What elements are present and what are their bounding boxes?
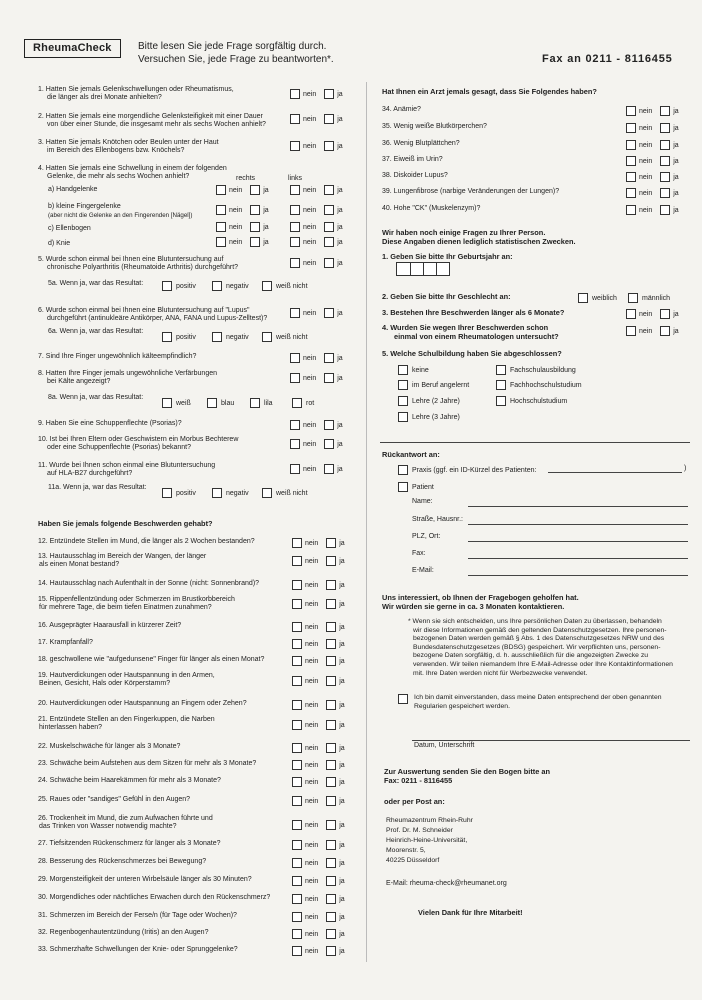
- q39-ja-checkbox[interactable]: [660, 188, 670, 198]
- q27-nein-checkbox[interactable]: [292, 840, 302, 850]
- q6-answers: nein ja: [290, 308, 343, 318]
- question-20: 20. Hautverdickungen oder Hautspannung an Fingern oder Zehen?: [38, 700, 247, 707]
- q9-nein-checkbox[interactable]: [290, 420, 300, 430]
- q4a-links-ja-checkbox[interactable]: [324, 185, 334, 195]
- question-28: 28. Besserung des Rückenschmerzes bei Bewegung?: [38, 858, 207, 865]
- q7-nein-checkbox[interactable]: [290, 353, 300, 363]
- question-27: 27. Tiefsitzenden Rückenschmerz für länger als 3 Monate?: [38, 840, 221, 847]
- question-13: 13. Hautausschlag im Bereich der Wangen, der länger als einen Monat bestand?: [38, 553, 207, 569]
- q6a-negativ-checkbox[interactable]: [212, 332, 222, 342]
- q13-ja-checkbox[interactable]: [326, 556, 336, 566]
- question-10: 10. Ist bei Ihren Eltern oder Geschwistern ein Morbus Bechterew oder eine Schuppenflechte (Psorias) bekannt?: [38, 436, 239, 452]
- q23-ja-checkbox[interactable]: [326, 760, 336, 770]
- q1-ja-checkbox[interactable]: [324, 89, 334, 99]
- q8a-lila: lila: [250, 398, 273, 408]
- question-32: 32. Regenbogenhautentzündung (Iritis) an den Augen?: [38, 929, 209, 936]
- question-5: 5. Wurde schon einmal bei Ihnen eine Blutuntersuchung auf chronische Polyarthritis (Rheumatoide Arthritis) durchgeführt?: [38, 256, 239, 272]
- edu-hochschule: Hochschulstudium: [496, 396, 567, 406]
- q4d-label: d) Knie: [48, 240, 71, 247]
- q11a-positiv-checkbox[interactable]: [162, 488, 172, 498]
- q18-ja-checkbox[interactable]: [326, 656, 336, 666]
- q4c-links: nein ja: [290, 222, 343, 232]
- q4c-rechts-nein-checkbox[interactable]: [216, 222, 226, 232]
- question-12: 12. Entzündete Stellen im Mund, die länger als 2 Wochen bestanden?: [38, 538, 255, 545]
- q4c-rechts-ja-checkbox[interactable]: [250, 222, 260, 232]
- birth-year-input[interactable]: [396, 262, 450, 276]
- personal-q5: 5. Welche Schulbildung haben Sie abgeschlossen?: [382, 349, 562, 358]
- q40-ja-checkbox[interactable]: [660, 205, 670, 215]
- q34-answers: nein ja: [626, 106, 679, 116]
- q37-nein-checkbox[interactable]: [626, 156, 636, 166]
- question-22: 22. Muskelschwäche für länger als 3 Monate?: [38, 743, 181, 750]
- city-field[interactable]: [468, 541, 688, 542]
- q17-nein-checkbox[interactable]: [292, 639, 302, 649]
- q30-ja-checkbox[interactable]: [326, 894, 336, 904]
- section-divider: [380, 442, 690, 443]
- reply-header: Rückantwort an:: [382, 450, 440, 459]
- question-9: 9. Haben Sie eine Schuppenflechte (Psorias)?: [38, 420, 182, 427]
- reply-practice: Praxis (ggf. ein ID-Kürzel des Patienten:: [398, 465, 537, 475]
- reply-patient-checkbox[interactable]: [398, 482, 408, 492]
- q6a-weiss-nicht: weiß nicht: [262, 332, 308, 342]
- q20-nein-checkbox[interactable]: [292, 700, 302, 710]
- q4b-rechts-ja-checkbox[interactable]: [250, 205, 260, 215]
- fax-field[interactable]: [468, 558, 688, 559]
- q36-ja-checkbox[interactable]: [660, 140, 670, 150]
- q4a-rechts-nein-checkbox[interactable]: [216, 185, 226, 195]
- send-to: Zur Auswertung senden Sie den Bogen bitte an Fax: 0211 - 8116455: [384, 767, 551, 785]
- q3-nein-checkbox[interactable]: [290, 141, 300, 151]
- links-label: links: [288, 175, 303, 182]
- rechts-label: rechts: [236, 175, 256, 182]
- complaints-header: Haben Sie jemals folgende Beschwerden gehabt?: [38, 519, 213, 528]
- q5a-negativ-checkbox[interactable]: [212, 281, 222, 291]
- q24-answers: nein ja: [292, 777, 345, 787]
- q10-answers: nein ja: [290, 439, 343, 449]
- q11-ja-checkbox[interactable]: [324, 464, 334, 474]
- q1-answers: nein ja: [290, 89, 343, 99]
- edu-keine-checkbox[interactable]: [398, 365, 408, 375]
- q29-answers: nein ja: [292, 876, 345, 886]
- q6a-negativ: negativ: [212, 332, 249, 342]
- q6a-label: 6a. Wenn ja, war das Resultat:: [48, 328, 144, 335]
- gender-male: männlich: [628, 293, 670, 303]
- question-7: 7. Sind Ihre Finger ungewöhnlich kälteempfindlich?: [38, 353, 197, 360]
- question-29: 29. Morgensteifigkeit der unteren Wirbelsäule länger als 30 Minuten?: [38, 876, 252, 883]
- question-2: 2. Hatten Sie jemals eine morgendliche Gelenksteifigkeit mit einer Dauer von über einer Stunde, die insgesamt mehr als sechs Wochen anhielt?: [38, 113, 266, 129]
- q15-nein-checkbox[interactable]: [292, 599, 302, 609]
- q8a-weiss-checkbox[interactable]: [162, 398, 172, 408]
- q33-answers: nein ja: [292, 946, 345, 956]
- personal-q3: 3. Bestehen Ihre Beschwerden länger als 6 Monate?: [382, 308, 565, 317]
- q8a-label: 8a. Wenn ja, war das Resultat:: [48, 394, 144, 401]
- rheumacheck-logo: RheumaCheck: [24, 39, 121, 58]
- q2-nein-checkbox[interactable]: [290, 114, 300, 124]
- q25-answers: nein ja: [292, 796, 345, 806]
- q8a-rot-checkbox[interactable]: [292, 398, 302, 408]
- q36-nein-checkbox[interactable]: [626, 140, 636, 150]
- q6-nein-checkbox[interactable]: [290, 308, 300, 318]
- q31-ja-checkbox[interactable]: [326, 912, 336, 922]
- q25-nein-checkbox[interactable]: [292, 796, 302, 806]
- q24-ja-checkbox[interactable]: [326, 777, 336, 787]
- personal-q1: 1. Geben Sie bitte Ihr Geburtsjahr an:: [382, 252, 513, 261]
- q33-nein-checkbox[interactable]: [292, 946, 302, 956]
- q35-nein-checkbox[interactable]: [626, 123, 636, 133]
- q30-answers: nein ja: [292, 894, 345, 904]
- q39-answers: nein ja: [626, 188, 679, 198]
- q30-nein-checkbox[interactable]: [292, 894, 302, 904]
- q4d-links: nein ja: [290, 237, 343, 247]
- q8a-lila-checkbox[interactable]: [250, 398, 260, 408]
- name-label: Name:: [412, 498, 433, 505]
- q6-ja-checkbox[interactable]: [324, 308, 334, 318]
- q11a-weiss-nicht: weiß nicht: [262, 488, 308, 498]
- post-label: oder per Post an:: [384, 797, 445, 806]
- q31-answers: nein ja: [292, 912, 345, 922]
- q8a-weiss: weiß: [162, 398, 191, 408]
- q4b-links: nein ja: [290, 205, 343, 215]
- q19-answers: nein ja: [292, 676, 345, 686]
- p4-answers: nein ja: [626, 326, 679, 336]
- q5a-weiss-nicht-checkbox[interactable]: [262, 281, 272, 291]
- edu-fachschule: Fachschulausbildung: [496, 365, 576, 375]
- q4c-links-nein-checkbox[interactable]: [290, 222, 300, 232]
- question-37: 37. Eiweiß im Urin?: [382, 156, 443, 163]
- edu-angelernt-checkbox[interactable]: [398, 380, 408, 390]
- doctor-header: Hat Ihnen ein Arzt jemals gesagt, dass Sie Folgendes haben?: [382, 87, 597, 96]
- q26-ja-checkbox[interactable]: [326, 820, 336, 830]
- question-21: 21. Entzündete Stellen an den Fingerkuppen, die Narben hinterlassen haben?: [38, 716, 215, 732]
- q22-nein-checkbox[interactable]: [292, 743, 302, 753]
- question-24: 24. Schwäche beim Haarekämmen für mehr als 3 Monate?: [38, 777, 221, 784]
- q17-answers: nein ja: [292, 639, 345, 649]
- column-divider: [366, 82, 367, 962]
- q21-answers: nein ja: [292, 720, 345, 730]
- q15-answers: nein ja: [292, 599, 345, 609]
- email-label: E-Mail:: [412, 567, 434, 574]
- edu-lehre-2: Lehre (2 Jahre): [398, 396, 460, 406]
- question-3: 3. Hatten Sie jemals Knötchen oder Beulen unter der Haut im Bereich des Ellenbogens bzw. Knöchels?: [38, 139, 219, 155]
- q13-answers: nein ja: [292, 556, 345, 566]
- q18-nein-checkbox[interactable]: [292, 656, 302, 666]
- q4b-rechts-nein-checkbox[interactable]: [216, 205, 226, 215]
- q9-answers: nein ja: [290, 420, 343, 430]
- q4a-links: nein ja: [290, 185, 343, 195]
- q35-ja-checkbox[interactable]: [660, 123, 670, 133]
- edu-lehre-2-checkbox[interactable]: [398, 396, 408, 406]
- q4b-note: (aber nicht die Gelenke an den Fingerenden [Nägel]): [48, 212, 193, 219]
- question-30: 30. Morgendliches oder nächtliches Erwachen durch den Rückenschmerz?: [38, 894, 271, 901]
- reply-practice-checkbox[interactable]: [398, 465, 408, 475]
- q12-ja-checkbox[interactable]: [326, 538, 336, 548]
- q35-answers: nein ja: [626, 123, 679, 133]
- q12-answers: nein ja: [292, 538, 345, 548]
- q36-answers: nein ja: [626, 140, 679, 150]
- q19-ja-checkbox[interactable]: [326, 676, 336, 686]
- q4b-rechts: nein ja: [216, 205, 269, 215]
- q19-nein-checkbox[interactable]: [292, 676, 302, 686]
- q23-nein-checkbox[interactable]: [292, 760, 302, 770]
- question-39: 39. Lungenfibrose (narbige Veränderungen der Lungen)?: [382, 188, 560, 195]
- question-36: 36. Wenig Blutplättchen?: [382, 140, 460, 147]
- q4d-links-ja-checkbox[interactable]: [324, 237, 334, 247]
- q27-answers: nein ja: [292, 840, 345, 850]
- q38-nein-checkbox[interactable]: [626, 172, 636, 182]
- q10-nein-checkbox[interactable]: [290, 439, 300, 449]
- q37-ja-checkbox[interactable]: [660, 156, 670, 166]
- q26-nein-checkbox[interactable]: [292, 820, 302, 830]
- q5-answers: nein ja: [290, 258, 343, 268]
- q8a-blau-checkbox[interactable]: [207, 398, 217, 408]
- q28-answers: nein ja: [292, 858, 345, 868]
- email-field[interactable]: [468, 575, 688, 576]
- q4d-rechts-nein-checkbox[interactable]: [216, 237, 226, 247]
- q4a-rechts-ja-checkbox[interactable]: [250, 185, 260, 195]
- edu-lehre-3: Lehre (3 Jahre): [398, 412, 460, 422]
- question-31: 31. Schmerzen im Bereich der Ferse/n (für Tage oder Wochen)?: [38, 912, 237, 919]
- q27-ja-checkbox[interactable]: [326, 840, 336, 850]
- q29-ja-checkbox[interactable]: [326, 876, 336, 886]
- p3-answers: nein ja: [626, 309, 679, 319]
- q9-ja-checkbox[interactable]: [324, 420, 334, 430]
- question-34: 34. Anämie?: [382, 106, 421, 113]
- q5-nein-checkbox[interactable]: [290, 258, 300, 268]
- question-16: 16. Ausgeprägter Haarausfall in kürzerer Zeit?: [38, 622, 182, 629]
- p3-nein-checkbox[interactable]: [626, 309, 636, 319]
- personal-intro: Wir haben noch einige Fragen zu Ihrer Person. Diese Angaben dienen lediglich statistischen Zwecken.: [382, 228, 576, 246]
- q12-nein-checkbox[interactable]: [292, 538, 302, 548]
- q4c-rechts: nein ja: [216, 222, 269, 232]
- intro-text: Bitte lesen Sie jede Frage sorgfältig durch. Versuchen Sie, jede Frage zu beantworten*.: [138, 41, 334, 65]
- q15-ja-checkbox[interactable]: [326, 599, 336, 609]
- q6a-weiss-nicht-checkbox[interactable]: [262, 332, 272, 342]
- q28-ja-checkbox[interactable]: [326, 858, 336, 868]
- gender-female: weiblich: [578, 293, 617, 303]
- q25-ja-checkbox[interactable]: [326, 796, 336, 806]
- q20-answers: nein ja: [292, 700, 345, 710]
- thanks-text: Vielen Dank für Ihre Mitarbeit!: [418, 908, 523, 917]
- q11-answers: nein ja: [290, 464, 343, 474]
- question-17: 17. Krampfanfall?: [38, 639, 93, 646]
- consent-checkbox[interactable]: [398, 694, 408, 704]
- question-6: 6. Wurde schon einmal bei Ihnen eine Blutuntersuchung auf "Lupus" durchgeführt (antinukleäre Antikörper, ANA, FANA und Lupus-Zelltest)?: [38, 307, 268, 323]
- q11-nein-checkbox[interactable]: [290, 464, 300, 474]
- q14-ja-checkbox[interactable]: [326, 580, 336, 590]
- q20-ja-checkbox[interactable]: [326, 700, 336, 710]
- question-35: 35. Wenig weiße Blutkörperchen?: [382, 123, 487, 130]
- q4b-label: b) kleine Fingergelenke: [48, 203, 121, 210]
- edu-keine: keine: [398, 365, 429, 375]
- q37-answers: nein ja: [626, 156, 679, 166]
- q6a-positiv-checkbox[interactable]: [162, 332, 172, 342]
- edu-angelernt: im Beruf angelernt: [398, 380, 469, 390]
- q38-ja-checkbox[interactable]: [660, 172, 670, 182]
- q1-nein-checkbox[interactable]: [290, 89, 300, 99]
- edu-fachhochschule-checkbox[interactable]: [496, 380, 506, 390]
- question-19: 19. Hautverdickungen oder Hautspannung in den Armen, Beinen, Gesicht, Hals oder Körperstamm?: [38, 672, 215, 688]
- q7-ja-checkbox[interactable]: [324, 353, 334, 363]
- q4c-links-ja-checkbox[interactable]: [324, 222, 334, 232]
- q8a-blau: blau: [207, 398, 234, 408]
- q16-answers: nein ja: [292, 622, 345, 632]
- q24-nein-checkbox[interactable]: [292, 777, 302, 787]
- city-label: PLZ, Ort:: [412, 533, 441, 540]
- q40-answers: nein ja: [626, 205, 679, 215]
- male-checkbox[interactable]: [628, 293, 638, 303]
- q7-answers: nein ja: [290, 353, 343, 363]
- q2-ja-checkbox[interactable]: [324, 114, 334, 124]
- q32-nein-checkbox[interactable]: [292, 929, 302, 939]
- q5a-weiss-nicht: weiß nicht: [262, 281, 308, 291]
- question-23: 23. Schwäche beim Aufstehen aus dem Sitzen für mehr als 3 Monate?: [38, 760, 257, 767]
- q5a-positiv-checkbox[interactable]: [162, 281, 172, 291]
- question-11: 11. Wurde bei Ihnen schon einmal eine Blutuntersuchung auf HLA-B27 durchgeführt?: [38, 462, 216, 478]
- q4b-links-ja-checkbox[interactable]: [324, 205, 334, 215]
- street-field[interactable]: [468, 524, 688, 525]
- q21-ja-checkbox[interactable]: [326, 720, 336, 730]
- q23-answers: nein ja: [292, 760, 345, 770]
- q4a-label: a) Handgelenke: [48, 186, 98, 193]
- q29-nein-checkbox[interactable]: [292, 876, 302, 886]
- q4a-rechts: nein ja: [216, 185, 269, 195]
- question-33: 33. Schmerzhafte Schwellungen der Knie- oder Sprunggelenke?: [38, 946, 238, 953]
- q8-answers: nein ja: [290, 373, 343, 383]
- q31-nein-checkbox[interactable]: [292, 912, 302, 922]
- interest-text: Uns interessiert, ob Ihnen der Fragebogen geholfen hat. Wir würden sie gerne in ca. 3 Monaten kontaktieren.: [382, 593, 579, 611]
- q3-ja-checkbox[interactable]: [324, 141, 334, 151]
- privacy-notice: * Wenn sie sich entscheiden, uns Ihre persönlichen Daten zu überlassen, behandeln wir diese Informationen gemäß den geltenden Datenschutzgesetzen. Ihre personen- bezogenen Daten werden gemäß § Abs. 1 des Datenschutzgesetzes NRW und des Bundesdatenschutzgesetzes (BDSG) gespeichert. Wir verpflichten uns, personen- bezogene Daten sorgfältig, d. h. ausschließlich für die angezeigten Zwecke zu verwenden. Wir teilen niemandem Ihre E-Mail-Adresse oder Ihre Kontaktinformationen mit. Ihre Daten werden nicht für Werbezwecke verwendet.: [408, 618, 673, 677]
- q6a-positiv: positiv: [162, 332, 196, 342]
- q22-answers: nein ja: [292, 743, 345, 753]
- q16-ja-checkbox[interactable]: [326, 622, 336, 632]
- q4b-links-nein-checkbox[interactable]: [290, 205, 300, 215]
- personal-q4: 4. Wurden Sie wegen Ihrer Beschwerden schon einmal von einem Rheumatologen untersucht?: [382, 323, 559, 341]
- question-4: 4. Hatten Sie jemals eine Schwellung in einem der folgenden Gelenke, die mehr als sechs Wochen anhielt?: [38, 165, 227, 181]
- postal-address: Rheumazentrum Rhein-Ruhr Prof. Dr. M. Schneider Heinrich-Heine-Universität, Moorenstr. 5, 40225 Düsseldorf: [386, 817, 473, 864]
- q17-ja-checkbox[interactable]: [326, 639, 336, 649]
- q11a-negativ: negativ: [212, 488, 249, 498]
- signature-line[interactable]: [412, 740, 690, 741]
- q34-nein-checkbox[interactable]: [626, 106, 636, 116]
- edu-fachschule-checkbox[interactable]: [496, 365, 506, 375]
- q18-answers: nein ja: [292, 656, 345, 666]
- female-checkbox[interactable]: [578, 293, 588, 303]
- question-1: 1. Hatten Sie jemals Gelenkschwellungen oder Rheumatismus, die länger als drei Monate anhielten?: [38, 86, 234, 102]
- street-label: Straße, Hausnr.:: [412, 516, 463, 523]
- q4d-rechts: nein ja: [216, 237, 269, 247]
- q4d-links-nein-checkbox[interactable]: [290, 237, 300, 247]
- q11a-weiss-nicht-checkbox[interactable]: [262, 488, 272, 498]
- q5a-label: 5a. Wenn ja, war das Resultat:: [48, 280, 144, 287]
- question-38: 38. Diskoider Lupus?: [382, 172, 448, 179]
- practice-paren: ): [684, 465, 687, 472]
- q8-ja-checkbox[interactable]: [324, 373, 334, 383]
- p4-nein-checkbox[interactable]: [626, 326, 636, 336]
- q2-answers: nein ja: [290, 114, 343, 124]
- patient-id-field[interactable]: [548, 472, 682, 473]
- question-14: 14. Hautausschlag nach Aufenthalt in der Sonne (nicht: Sonnenbrand)?: [38, 580, 260, 587]
- question-8: 8. Hatten Ihre Finger jemals ungewöhnliche Verfärbungen bei Kälte angezeigt?: [38, 370, 217, 386]
- personal-q2: 2. Geben Sie bitte Ihr Geschlecht an:: [382, 292, 511, 301]
- question-18: 18. geschwollene wie "aufgedunsene" Finger für länger als einen Monat?: [38, 656, 265, 663]
- q14-nein-checkbox[interactable]: [292, 580, 302, 590]
- q10-ja-checkbox[interactable]: [324, 439, 334, 449]
- p4-ja-checkbox[interactable]: [660, 326, 670, 336]
- edu-fachhochschule: Fachhochschulstudium: [496, 380, 582, 390]
- question-40: 40. Hohe "CK" (Muskelenzym)?: [382, 205, 481, 212]
- consent-text: Ich bin damit einverstanden, dass meine Daten entsprechend der oben genannten Regularien gespeichert werden.: [414, 694, 662, 710]
- question-26: 26. Trockenheit im Mund, die zum Aufwachen führte und das Trinken von Wasser notwendig machte?: [38, 815, 213, 831]
- q11a-negativ-checkbox[interactable]: [212, 488, 222, 498]
- q33-ja-checkbox[interactable]: [326, 946, 336, 956]
- q4d-rechts-ja-checkbox[interactable]: [250, 237, 260, 247]
- q13-nein-checkbox[interactable]: [292, 556, 302, 566]
- q11a-label: 11a. Wenn ja, war das Resultat:: [48, 484, 147, 491]
- q34-ja-checkbox[interactable]: [660, 106, 670, 116]
- contact-email: E-Mail: rheuma-check@rheumanet.org: [386, 880, 507, 887]
- reply-patient: Patient: [398, 482, 434, 492]
- q11a-positiv: positiv: [162, 488, 196, 498]
- q16-nein-checkbox[interactable]: [292, 622, 302, 632]
- question-15: 15. Rippenfellentzündung oder Schmerzen im Brustkorbbereich für mehrere Tage, die beim tiefen Einatmen zunahmen?: [38, 596, 235, 612]
- q8-nein-checkbox[interactable]: [290, 373, 300, 383]
- q32-ja-checkbox[interactable]: [326, 929, 336, 939]
- q5-ja-checkbox[interactable]: [324, 258, 334, 268]
- q8a-rot: rot: [292, 398, 314, 408]
- q21-nein-checkbox[interactable]: [292, 720, 302, 730]
- q32-answers: nein ja: [292, 929, 345, 939]
- q4c-label: c) Ellenbogen: [48, 225, 91, 232]
- q3-answers: nein ja: [290, 141, 343, 151]
- q39-nein-checkbox[interactable]: [626, 188, 636, 198]
- edu-hochschule-checkbox[interactable]: [496, 396, 506, 406]
- signature-label: Datum, Unterschrift: [414, 742, 475, 749]
- q28-nein-checkbox[interactable]: [292, 858, 302, 868]
- fax-label: Fax:: [412, 550, 426, 557]
- p3-ja-checkbox[interactable]: [660, 309, 670, 319]
- q26-answers: nein ja: [292, 820, 345, 830]
- question-25: 25. Raues oder "sandiges" Gefühl in den Augen?: [38, 796, 191, 803]
- q5a-positiv: positiv: [162, 281, 196, 291]
- name-field[interactable]: [468, 506, 688, 507]
- q4a-links-nein-checkbox[interactable]: [290, 185, 300, 195]
- q14-answers: nein ja: [292, 580, 345, 590]
- q38-answers: nein ja: [626, 172, 679, 182]
- fax-number: Fax an 0211 - 8116455: [542, 53, 673, 65]
- q5a-negativ: negativ: [212, 281, 249, 291]
- q22-ja-checkbox[interactable]: [326, 743, 336, 753]
- edu-lehre-3-checkbox[interactable]: [398, 412, 408, 422]
- q40-nein-checkbox[interactable]: [626, 205, 636, 215]
